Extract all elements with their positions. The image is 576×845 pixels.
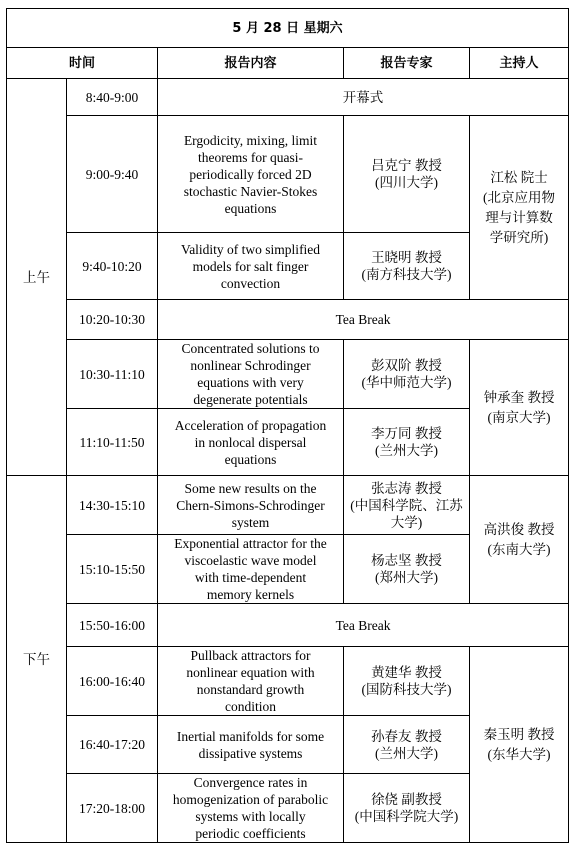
speaker-name: 王晓明 教授 [371, 250, 442, 265]
speaker-cell [344, 340, 470, 409]
table-row [7, 116, 569, 233]
speaker-affiliation: (中国科学院、江苏大学) [350, 497, 463, 530]
speaker-name: 张志涛 教授 [371, 480, 442, 496]
host-name: 江松 院士 [490, 169, 548, 185]
speaker-cell [344, 233, 470, 300]
talk-title: Validity of two simplified models for salt finger convection [158, 233, 344, 300]
speaker-cell [344, 647, 470, 716]
speaker-affiliation: (国防科技大学) [361, 682, 452, 697]
speaker-cell [344, 716, 470, 774]
header-speaker: 报告专家 [344, 48, 470, 79]
host-cell [470, 340, 569, 476]
host-name: 高洪俊 教授 [483, 521, 555, 537]
header-time: 时间 [7, 48, 158, 79]
speaker-affiliation: (兰州大学) [375, 745, 438, 761]
speaker-cell [344, 535, 470, 604]
speaker-affiliation: (中国科学院大学) [354, 809, 459, 824]
speaker-name: 彭双阶 教授 [371, 358, 442, 373]
talk-title: Inertial manifolds for some dissipative systems [158, 716, 344, 774]
speaker-name: 李万同 教授 [371, 426, 442, 441]
time-cell: 15:50-16:00 [67, 604, 158, 647]
host-affiliation: (东华大学) [487, 746, 551, 762]
talk-title: Acceleration of propagation in nonlocal dispersal equations [158, 409, 344, 476]
speaker-affiliation: (四川大学) [375, 175, 438, 190]
speaker-affiliation: (华中师范大学) [361, 375, 452, 390]
talk-title: Pullback attractors for nonlinear equation with nonstandard growth condition [158, 647, 344, 716]
speaker-name: 孙春友 教授 [371, 728, 442, 744]
schedule-table [6, 8, 569, 843]
time-cell: 9:00-9:40 [67, 116, 158, 233]
header-content: 报告内容 [158, 48, 344, 79]
speaker-cell [344, 409, 470, 476]
time-cell: 10:20-10:30 [67, 300, 158, 340]
table-row [7, 300, 569, 340]
time-cell: 10:30-11:10 [67, 340, 158, 409]
table-row [7, 647, 569, 716]
speaker-name: 吕克宁 教授 [371, 158, 442, 173]
speaker-name: 杨志坚 教授 [371, 553, 442, 568]
speaker-name: 黄建华 教授 [371, 665, 442, 680]
opening-ceremony: 开幕式 [158, 79, 569, 116]
talk-title: Exponential attractor for the viscoelastic wave model with time-dependent memory kernels [158, 535, 344, 604]
table-row [7, 79, 569, 116]
session-morning: 上午 [7, 79, 67, 476]
host-name: 钟承奎 教授 [483, 389, 555, 405]
host-affiliation: (东南大学) [487, 541, 551, 557]
host-name: 秦玉明 教授 [483, 726, 555, 742]
time-cell: 17:20-18:00 [67, 774, 158, 843]
host-affiliation: (北京应用物理与计算数学研究所) [483, 189, 556, 245]
talk-title: Convergence rates in homogenization of parabolic systems with locally periodic coefficients [158, 774, 344, 843]
host-cell [470, 116, 569, 300]
talk-title: Concentrated solutions to nonlinear Schrodinger equations with very degenerate potentials [158, 340, 344, 409]
tea-break: Tea Break [158, 300, 569, 340]
time-cell: 14:30-15:10 [67, 476, 158, 535]
time-cell: 8:40-9:00 [67, 79, 158, 116]
table-row [7, 340, 569, 409]
time-cell: 11:10-11:50 [67, 409, 158, 476]
speaker-cell [344, 476, 470, 535]
speaker-affiliation: (兰州大学) [375, 443, 438, 458]
speaker-name: 徐侥 副教授 [371, 792, 442, 807]
time-cell: 9:40-10:20 [67, 233, 158, 300]
speaker-cell [344, 116, 470, 233]
host-cell [470, 647, 569, 843]
host-cell [470, 476, 569, 604]
time-cell: 15:10-15:50 [67, 535, 158, 604]
speaker-affiliation: (郑州大学) [375, 570, 438, 585]
tea-break: Tea Break [158, 604, 569, 647]
table-row [7, 604, 569, 647]
talk-title: Ergodicity, mixing, limit theorems for quasi-periodically forced 2D stochastic Navier-Stokes equations [158, 116, 344, 233]
host-affiliation: (南京大学) [487, 409, 551, 425]
session-afternoon: 下午 [7, 476, 67, 843]
header-host: 主持人 [470, 48, 569, 79]
speaker-cell [344, 774, 470, 843]
table-row [7, 476, 569, 535]
time-cell: 16:40-17:20 [67, 716, 158, 774]
speaker-affiliation: (南方科技大学) [361, 267, 452, 282]
talk-title: Some new results on the Chern-Simons-Schrodinger system [158, 476, 344, 535]
schedule-title: 5 月 28 日 星期六 [7, 9, 569, 48]
time-cell: 16:00-16:40 [67, 647, 158, 716]
